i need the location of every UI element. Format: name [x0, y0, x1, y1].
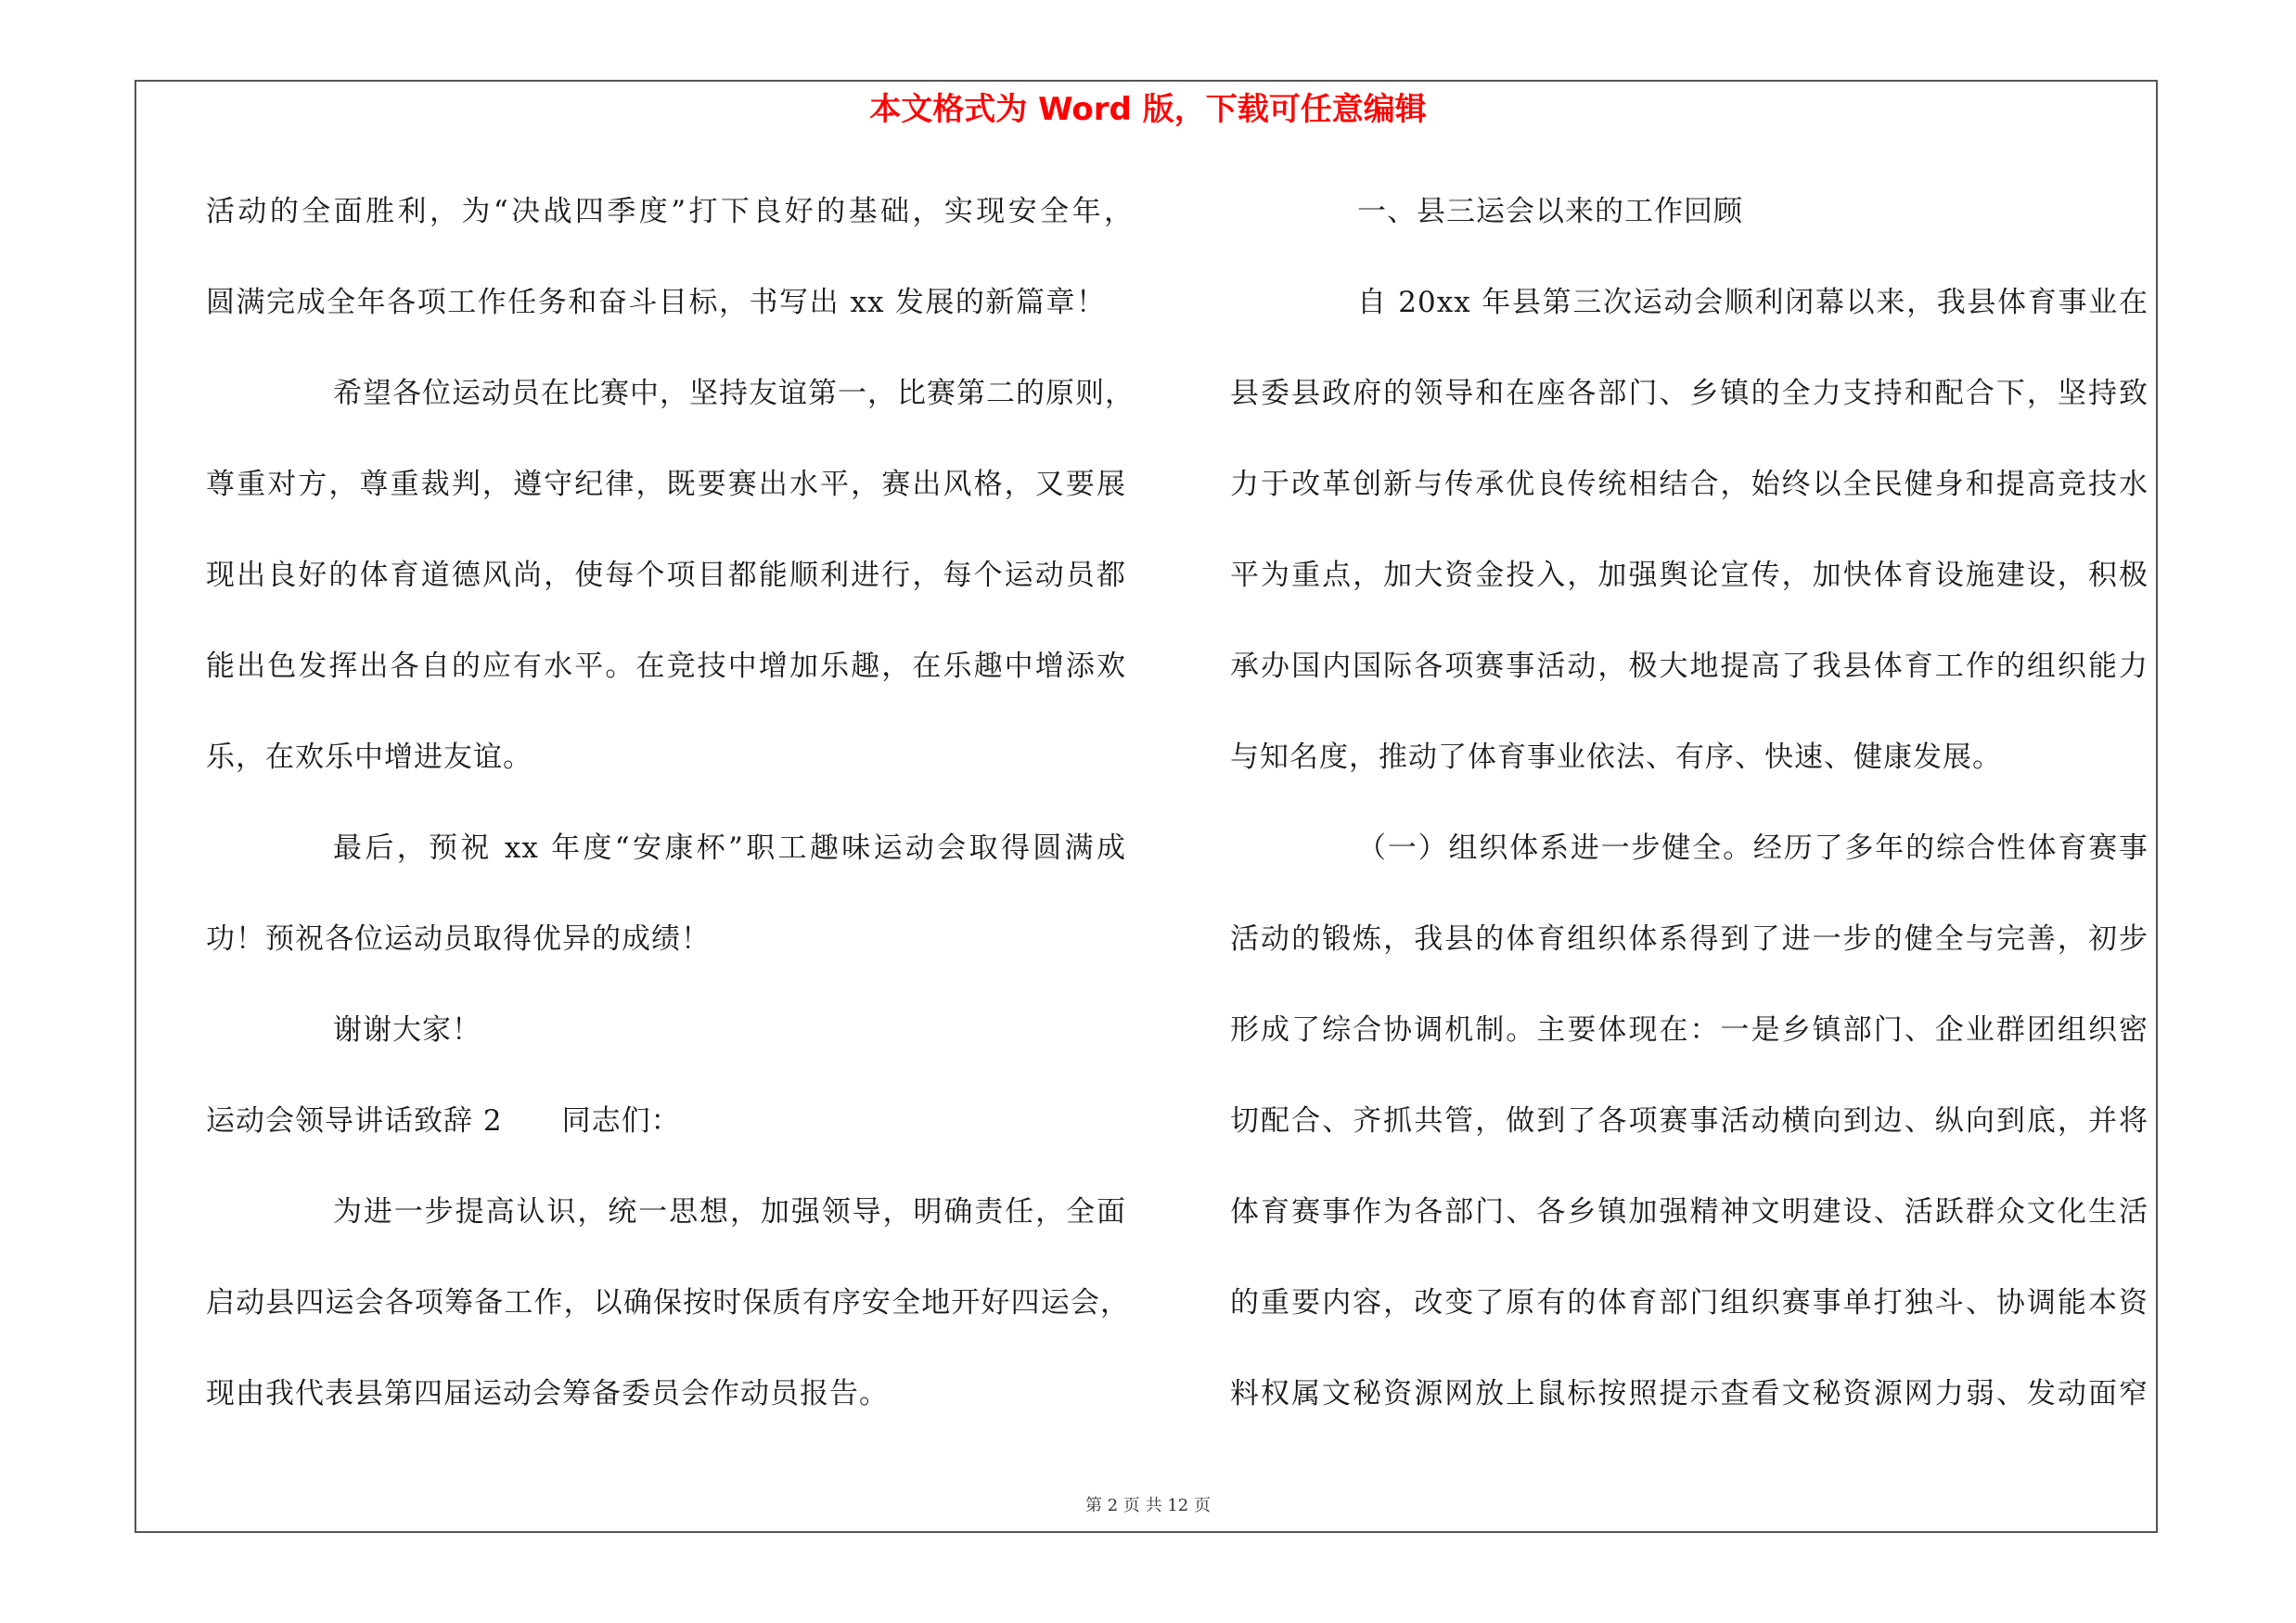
body-line: 现由我代表县第四届运动会筹备委员会作动员报告。	[206, 1377, 889, 1410]
body-line: 承办国内国际各项赛事活动，极大地提高了我县体育工作的组织能力	[1230, 650, 2148, 683]
body-line: 的重要内容，改变了原有的体育部门组织赛事单打独斗、协调能本资	[1230, 1286, 2148, 1320]
body-line: 平为重点，加大资金投入，加强舆论宣传，加快体育设施建设，积极	[1230, 559, 2148, 592]
body-line: 与知名度，推动了体育事业依法、有序、快速、健康发展。	[1230, 741, 2002, 774]
body-line: 活动的全面胜利，为“决战四季度”打下良好的基础，实现安全年，	[206, 195, 1134, 228]
body-line: 乐，在欢乐中增进友谊。	[206, 741, 532, 774]
body-line: 谢谢大家！	[333, 1013, 481, 1047]
body-line: 圆满完成全年各项工作任务和奋斗目标，书写出 xx 发展的新篇章！	[206, 286, 1106, 319]
section-heading: 一、县三运会以来的工作回顾	[1357, 195, 1743, 228]
body-line: 尊重对方，尊重裁判，遵守纪律，既要赛出水平，赛出风格，又要展	[206, 468, 1126, 501]
body-line: （一）组织体系进一步健全。经历了多年的综合性体育赛事	[1357, 831, 2148, 865]
body-line: 能出色发挥出各自的应有水平。在竞技中增加乐趣，在乐趣中增添欢	[206, 650, 1126, 683]
body-line: 自 20xx 年县第三次运动会顺利闭幕以来，我县体育事业在	[1357, 286, 2148, 319]
body-line: 体育赛事作为各部门、各乡镇加强精神文明建设、活跃群众文化生活	[1230, 1195, 2148, 1229]
body-line: 最后，预祝 xx 年度“安康杯”职工趣味运动会取得圆满成	[333, 831, 1126, 865]
body-line: 希望各位运动员在比赛中，坚持友谊第一，比赛第二的原则，	[333, 377, 1135, 410]
body-line: 活动的锻炼，我县的体育组织体系得到了进一步的健全与完善，初步	[1230, 922, 2148, 956]
body-line: 力于改革创新与传承优良传统相结合，始终以全民健身和提高竞技水	[1230, 468, 2148, 501]
body-line: 形成了综合协调机制。主要体现在：一是乡镇部门、企业群团组织密	[1230, 1013, 2148, 1047]
body-line: 为进一步提高认识，统一思想，加强领导，明确责任，全面	[333, 1195, 1126, 1229]
body-line: 功！预祝各位运动员取得优异的成绩！	[206, 922, 711, 956]
format-notice-banner: 本文格式为 Word 版，下载可任意编辑	[869, 91, 1427, 128]
body-line: 启动县四运会各项筹备工作，以确保按时保质有序安全地开好四运会，	[206, 1286, 1130, 1320]
body-line: 切配合、齐抓共管，做到了各项赛事活动横向到边、纵向到底，并将	[1230, 1104, 2148, 1138]
section-heading: 运动会领导讲话致辞 2 同志们：	[206, 1104, 681, 1138]
body-line: 料权属文秘资源网放上鼠标按照提示查看文秘资源网力弱、发动面窄	[1230, 1377, 2148, 1410]
page-number-footer: 第 2 页 共 12 页	[1085, 1496, 1211, 1515]
body-line: 县委县政府的领导和在座各部门、乡镇的全力支持和配合下，坚持致	[1230, 377, 2148, 410]
body-line: 现出良好的体育道德风尚，使每个项目都能顺利进行，每个运动员都	[206, 559, 1126, 592]
